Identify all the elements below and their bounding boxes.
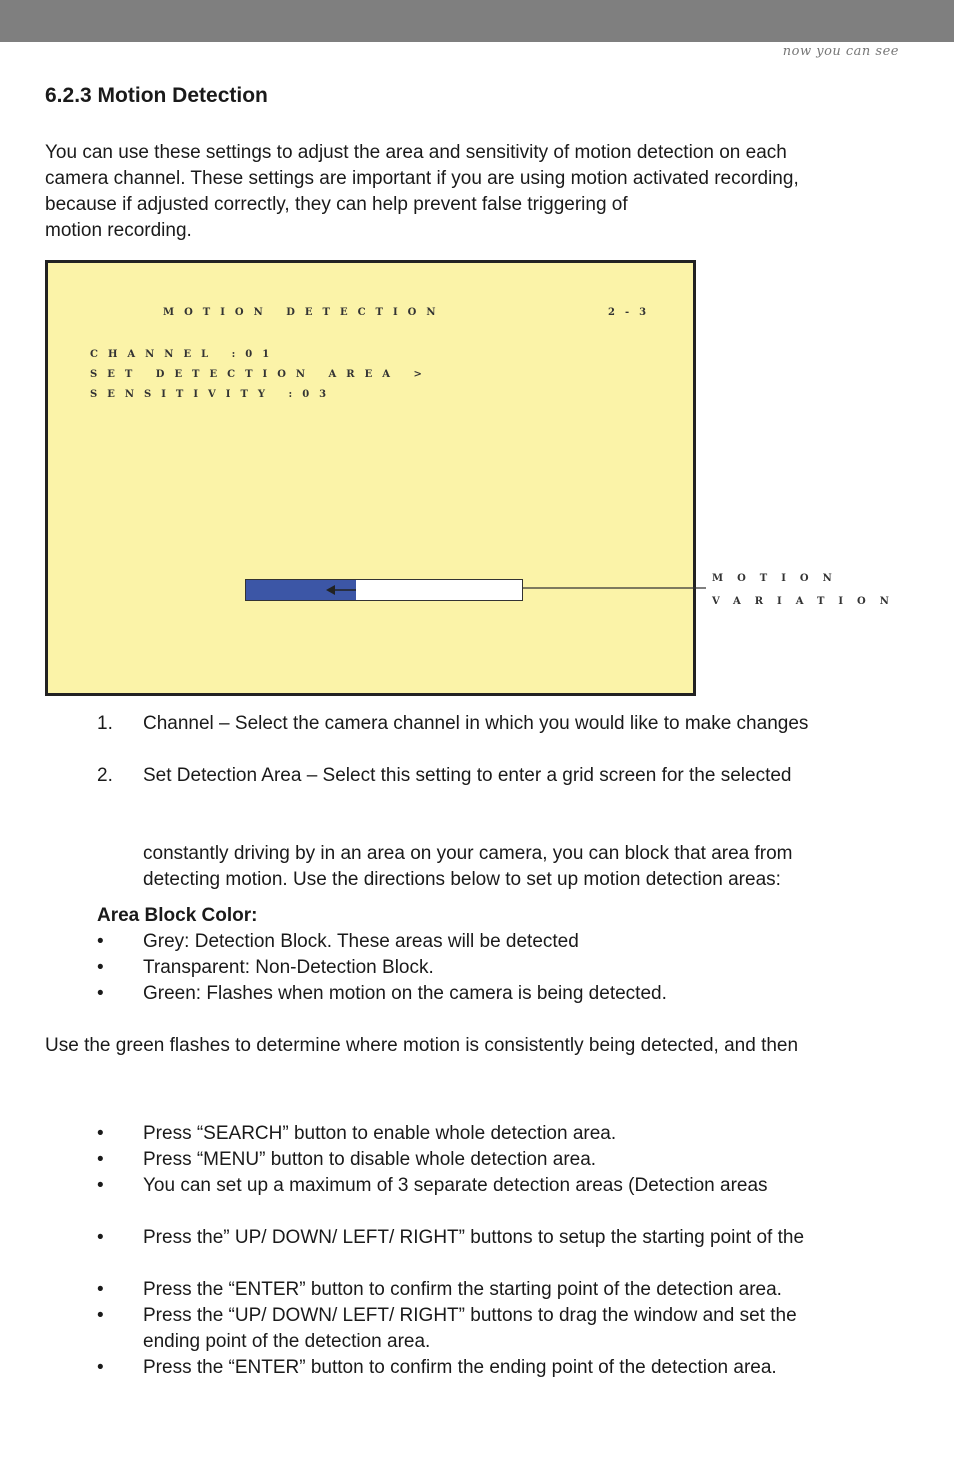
osd-channel-row: CHANNEL :01 [90,349,280,360]
continuation-line: detecting motion. Use the directions below to set up motion detection areas: [143,869,781,890]
bullet: • [97,983,104,1004]
list-item: Grey: Detection Block. These areas will be detected [143,931,579,952]
list-item: Press the” UP/ DOWN/ LEFT/ RIGHT” buttons to setup the starting point of the [143,1227,805,1248]
bullet: • [97,1149,104,1170]
intro-line: because if adjusted correctly, they can help prevent false triggering of [45,194,628,215]
intro-line: You can use these settings to adjust the area and sensitivity of motion detection on each [45,142,787,163]
brand-tagline: now you can see [782,44,899,59]
motion-variation-bar [245,579,523,601]
list-item-detection-area: Set Detection Area – Select this setting to enter a grid screen for the selected [143,765,792,786]
list-item: You can set up a maximum of 3 separate detection areas (Detection areas [143,1175,768,1196]
bullet: • [97,1357,104,1378]
bullet: • [97,957,104,978]
motion-detection-osd-screenshot [45,260,696,696]
continuation-line: constantly driving by in an area on your camera, you can block that area from [143,843,793,864]
intro-paragraph [45,140,915,244]
osd-detection-area-row: SET DETECTION AREA > [90,369,432,380]
bullet: • [97,1279,104,1300]
list-item: Press “MENU” button to disable whole detection area. [143,1149,597,1170]
variation-callout-label: VARIATION [712,596,903,607]
list-number: 1. [97,713,113,734]
green-flash-paragraph: Use the green flashes to determine where motion is consistently being detected, and then [45,1035,799,1056]
area-block-heading: Area Block Color: [97,905,258,926]
list-item: Press “SEARCH” button to enable whole detection area. [143,1123,617,1144]
list-number: 2. [97,765,113,786]
list-item-channel: Channel – Select the camera channel in which you would like to make changes [143,713,809,734]
list-item: Press the “ENTER” button to confirm the starting point of the detection area. [143,1279,782,1300]
bullet: • [97,1305,104,1326]
section-title: 6.2.3 Motion Detection [45,84,268,107]
bullet: • [97,1123,104,1144]
motion-callout-label: MOTION [712,573,846,584]
arrow-left-icon [326,583,358,597]
intro-line: motion recording. [45,220,192,241]
bullet: • [97,1227,104,1248]
list-item: Press the “UP/ DOWN/ LEFT/ RIGHT” buttons to drag the window and set the [143,1305,797,1326]
header-bar [0,0,954,42]
list-item: Green: Flashes when motion on the camera is being detected. [143,983,667,1004]
list-item-continuation: ending point of the detection area. [143,1331,431,1352]
bullet: • [97,931,104,952]
intro-line: camera channel. These settings are important if you are using motion activated recording, [45,168,799,189]
bullet: • [97,1175,104,1196]
list-item: Transparent: Non-Detection Block. [143,957,434,978]
list-item: Press the “ENTER” button to confirm the ending point of the detection area. [143,1357,777,1378]
osd-sensitivity-row: SENSITIVITY :03 [90,389,337,400]
osd-title: MOTION DETECTION [163,307,446,318]
osd-page-number: 2-3 [608,307,657,318]
